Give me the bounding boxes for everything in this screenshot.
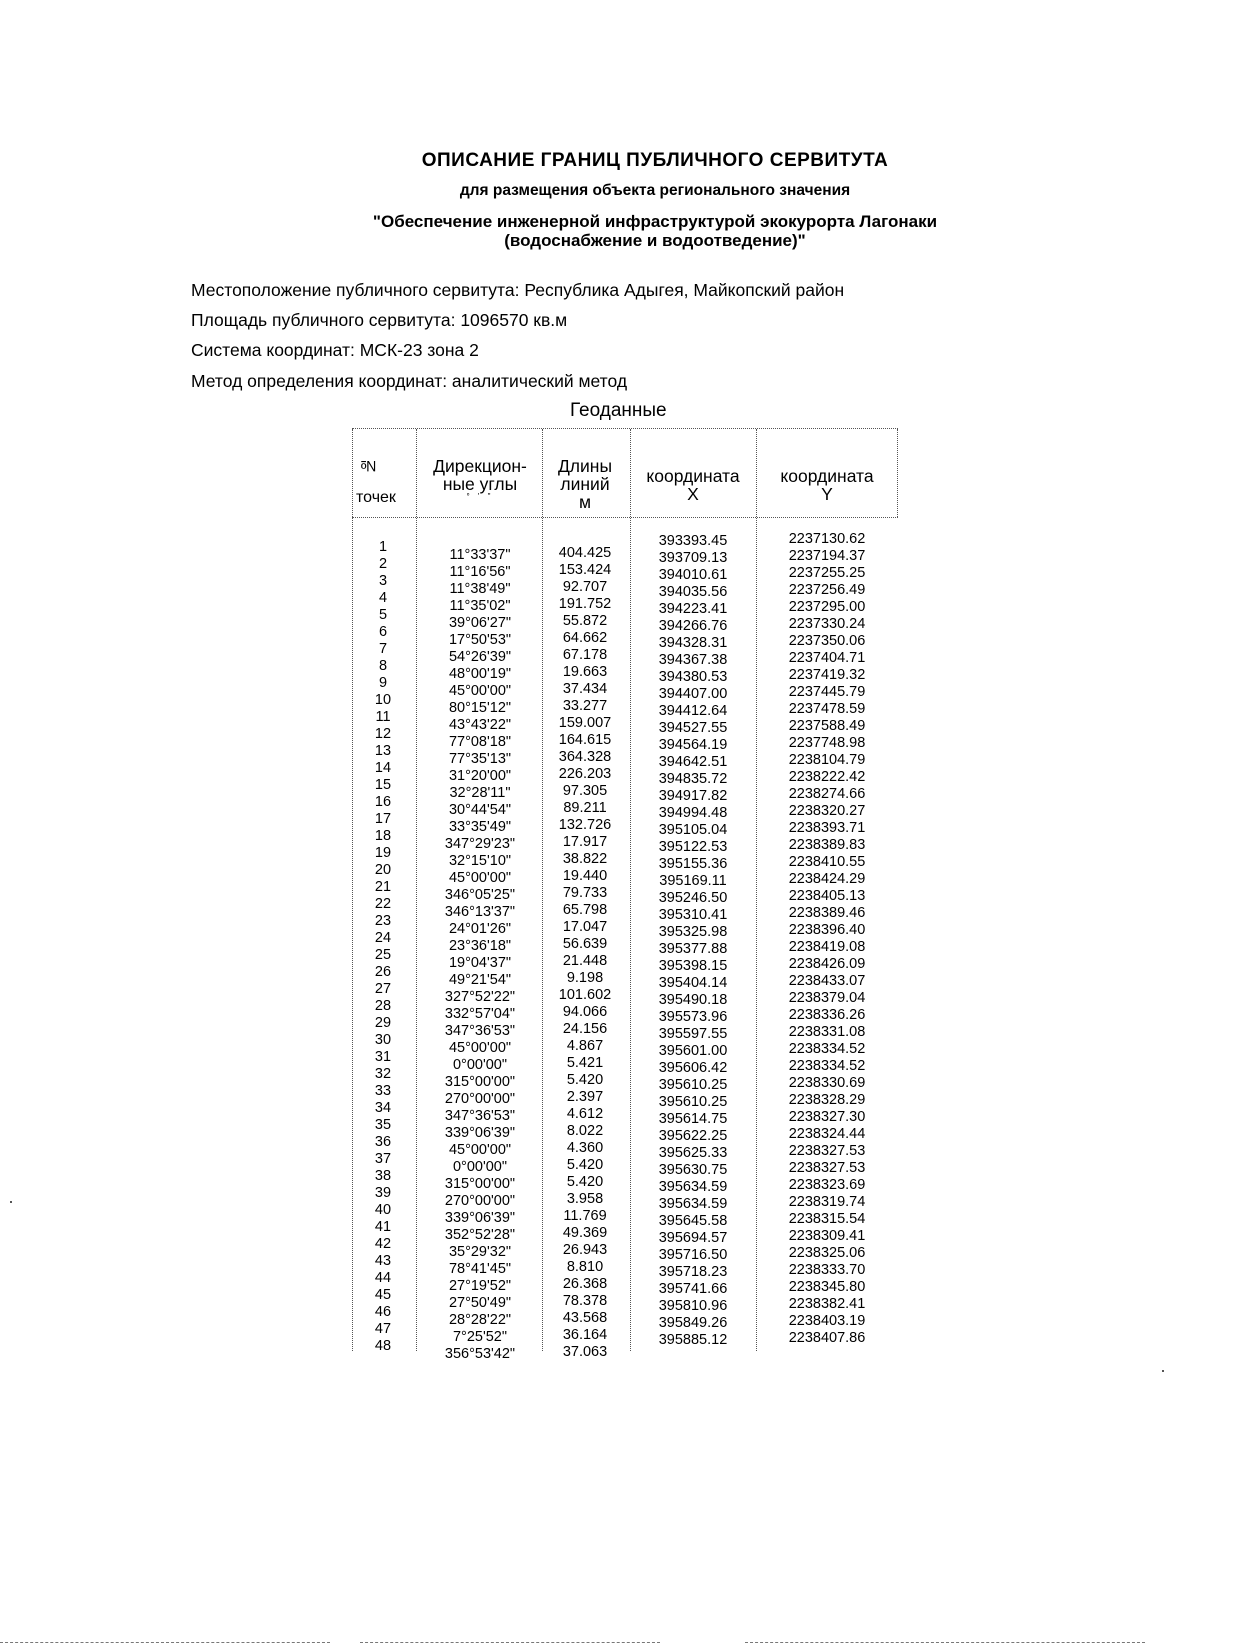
direction-angle: 315°00'00" [444, 1176, 516, 1192]
line-length: 17.047 [562, 919, 608, 935]
line-length: 17.917 [562, 834, 608, 850]
coordinate-x: 395325.98 [658, 924, 728, 940]
direction-angle: 33°35'49" [448, 819, 512, 835]
point-number: 1 [378, 539, 388, 555]
point-number: 38 [374, 1168, 392, 1184]
coordinate-y: 2238320.27 [788, 803, 866, 819]
direction-angle: 346°05'25" [444, 887, 516, 903]
point-number: 5 [378, 607, 388, 623]
point-number: 9 [378, 675, 388, 691]
coordinate-y: 2238315.54 [788, 1211, 866, 1227]
coordinate-y: 2238419.08 [788, 939, 866, 955]
direction-angle: 35°29'32" [448, 1244, 512, 1260]
point-number: 14 [374, 760, 392, 776]
line-length: 8.810 [566, 1259, 604, 1275]
point-number: 30 [374, 1032, 392, 1048]
coordinate-x: 395606.42 [658, 1060, 728, 1076]
coordinate-y: 2238379.04 [788, 990, 866, 1006]
area-line: Площадь публичного сервитута: 1096570 кв.м [191, 310, 568, 330]
coordinate-y: 2238274.66 [788, 786, 866, 802]
coordinate-y: 2238389.83 [788, 837, 866, 853]
coordinate-y: 2238433.07 [788, 973, 866, 989]
coordinate-x: 393393.45 [658, 533, 728, 549]
coordinate-x: 395716.50 [658, 1247, 728, 1263]
table-header [352, 429, 898, 518]
coordinate-y: 2237255.25 [788, 565, 866, 581]
coordinate-y: 2238334.52 [788, 1041, 866, 1057]
coordinate-x: 395645.58 [658, 1213, 728, 1229]
header-length-line2: линий [560, 474, 610, 494]
direction-angle: 77°35'13" [448, 751, 512, 767]
coordinate-x: 395246.50 [658, 890, 728, 906]
footer-rule-2 [360, 1642, 660, 1643]
line-length: 9.198 [566, 970, 604, 986]
object-name-line1: "Обеспечение инженерной инфраструктурой экокурорта Лагонаки [372, 212, 938, 231]
point-number: 33 [374, 1083, 392, 1099]
direction-angle: 28°28'22" [448, 1312, 512, 1328]
coordinate-x: 395404.14 [658, 975, 728, 991]
coordinate-x: 395849.26 [658, 1315, 728, 1331]
object-name [55, 212, 1255, 250]
coordinate-x: 395634.59 [658, 1179, 728, 1195]
coordinate-x: 395377.88 [658, 941, 728, 957]
line-length: 101.602 [558, 987, 612, 1003]
point-number: 2 [378, 556, 388, 572]
direction-angle: 45°00'00" [448, 683, 512, 699]
coordinate-y: 2238309.41 [788, 1228, 866, 1244]
direction-angle: 32°28'11" [449, 785, 511, 801]
line-length: 43.568 [562, 1310, 608, 1326]
direction-angle: 11°38'49" [449, 581, 511, 597]
coordinate-x: 393709.13 [658, 550, 728, 566]
point-number: 28 [374, 998, 392, 1014]
coordinate-x: 394642.51 [658, 754, 728, 770]
point-number: 11 [375, 709, 391, 725]
point-number: 36 [374, 1134, 392, 1150]
direction-angle: 32°15'10" [448, 853, 512, 869]
direction-angle: 24°01'26" [448, 921, 512, 937]
line-length: 4.360 [566, 1140, 604, 1156]
direction-angle: 356°53'42" [444, 1346, 516, 1362]
point-number: 24 [374, 930, 392, 946]
direction-angle: 78°41'45" [448, 1261, 512, 1277]
footer-rule-1 [0, 1642, 330, 1643]
point-number: 29 [374, 1015, 392, 1031]
coordinate-y: 2238334.52 [788, 1058, 866, 1074]
coordinate-x: 395597.55 [658, 1026, 728, 1042]
coordinate-y: 2237130.62 [788, 531, 866, 547]
coordinate-x: 395573.96 [658, 1009, 728, 1025]
line-length: 33.277 [562, 698, 608, 714]
point-number: 12 [374, 726, 392, 742]
coordinate-y: 2237748.98 [788, 735, 866, 751]
coordinate-x: 394266.76 [658, 618, 728, 634]
line-length: 24.156 [562, 1021, 608, 1037]
coordinate-y: 2237350.06 [788, 633, 866, 649]
point-number: 44 [374, 1270, 392, 1286]
point-number: 4 [378, 590, 388, 606]
line-length: 5.420 [566, 1157, 604, 1173]
direction-angle: 48°00'19" [448, 666, 512, 682]
coordinate-x: 394367.38 [658, 652, 728, 668]
direction-angle: 347°29'23" [444, 836, 516, 852]
line-length: 36.164 [562, 1327, 608, 1343]
document-title: ОПИСАНИЕ ГРАНИЦ ПУБЛИЧНОГО СЕРВИТУТА [421, 150, 889, 171]
scan-speck [1162, 1370, 1164, 1372]
coordinate-y: 2237330.24 [788, 616, 866, 632]
direction-angle: 270°00'00" [444, 1091, 516, 1107]
point-number: 32 [374, 1066, 392, 1082]
coordinate-y: 2238323.69 [788, 1177, 866, 1193]
line-length: 159.007 [558, 715, 612, 731]
point-number: 10 [374, 692, 392, 708]
method-line: Метод определения координат: аналитический метод [191, 371, 628, 391]
coordinate-x: 395601.00 [658, 1043, 728, 1059]
point-number: 16 [374, 794, 392, 810]
table-border-left [352, 429, 353, 1351]
direction-angle: 11°35'02" [449, 598, 511, 614]
point-number: 6 [378, 624, 388, 640]
direction-angle: 49°21'54" [448, 972, 512, 988]
line-length: 92.707 [562, 579, 608, 595]
point-number: 15 [374, 777, 392, 793]
header-length [540, 457, 630, 511]
line-length: 21.448 [562, 953, 608, 969]
line-length: 37.434 [562, 681, 608, 697]
line-length: 49.369 [562, 1225, 608, 1241]
coordinate-y: 2238403.19 [788, 1313, 866, 1329]
direction-angle: 0°00'00" [452, 1057, 508, 1073]
point-number: 20 [374, 862, 392, 878]
line-length: 78.378 [562, 1293, 608, 1309]
direction-angle: 347°36'53" [444, 1108, 516, 1124]
point-number: 17 [374, 811, 392, 827]
table-divider-3 [630, 429, 631, 1351]
direction-angle: 327°52'22" [444, 989, 516, 1005]
coordinate-x: 395610.25 [658, 1094, 728, 1110]
coordinate-y: 2238410.55 [788, 854, 866, 870]
direction-angle: 347°36'53" [444, 1023, 516, 1039]
line-length: 364.328 [558, 749, 612, 765]
coordinate-x: 394407.00 [658, 686, 728, 702]
footer-rule-3 [745, 1642, 1145, 1643]
header-length-line3: м [578, 492, 592, 512]
coordinate-x: 394835.72 [658, 771, 728, 787]
line-length: 5.420 [566, 1174, 604, 1190]
coordinate-y: 2237194.37 [788, 548, 866, 564]
line-length: 5.420 [566, 1072, 604, 1088]
coordinate-y: 2238393.71 [788, 820, 866, 836]
direction-angle: 77°08'18" [448, 734, 512, 750]
line-length: 2.397 [566, 1089, 604, 1105]
header-direction-line2: ные углы [442, 474, 518, 494]
coordinate-y: 2238324.44 [788, 1126, 866, 1142]
point-number: 48 [374, 1338, 392, 1354]
header-x-line2: X [687, 484, 699, 504]
coordinate-y: 2238319.74 [788, 1194, 866, 1210]
coordinate-x: 395694.57 [658, 1230, 728, 1246]
header-length-line1: Длины [557, 456, 613, 476]
point-number: 13 [374, 743, 392, 759]
coordinate-y: 2238396.40 [788, 922, 866, 938]
scan-speck [10, 1201, 12, 1203]
line-length: 226.203 [558, 766, 612, 782]
direction-angle: 11°16'56" [449, 564, 511, 580]
document-subtitle: для размещения объекта регионального значения [459, 182, 851, 199]
direction-angle: 45°00'00" [448, 1142, 512, 1158]
direction-angle: 17°50'53" [448, 632, 512, 648]
line-length: 56.639 [562, 936, 608, 952]
direction-angle: 270°00'00" [444, 1193, 516, 1209]
point-number: 37 [374, 1151, 392, 1167]
coordinate-x: 395885.12 [658, 1332, 728, 1348]
direction-angle: 0°00'00" [452, 1159, 508, 1175]
point-number: 40 [374, 1202, 392, 1218]
point-number: 46 [374, 1304, 392, 1320]
direction-angle: 339°06'39" [444, 1125, 516, 1141]
direction-angle: 11°33'37" [449, 547, 511, 563]
table-border-right [897, 429, 898, 517]
line-length: 404.425 [558, 545, 612, 561]
line-length: 11.769 [563, 1208, 607, 1224]
coordinate-y: 2238327.53 [788, 1143, 866, 1159]
coordinate-x: 395741.66 [658, 1281, 728, 1297]
coordinate-x: 394412.64 [658, 703, 728, 719]
line-length: 164.615 [558, 732, 612, 748]
point-number: 43 [374, 1253, 392, 1269]
header-direction-line1: Дирекцион- [433, 456, 527, 476]
coordinate-x: 394527.55 [658, 720, 728, 736]
header-y-line1: координата [780, 466, 874, 486]
line-length: 191.752 [558, 596, 612, 612]
point-number: 7 [378, 641, 388, 657]
point-number: 3 [378, 573, 388, 589]
point-number: 47 [374, 1321, 392, 1337]
column-y [756, 531, 898, 1347]
header-no-sign: № [360, 457, 377, 474]
coordinate-y: 2237256.49 [788, 582, 866, 598]
coordinate-x: 395622.25 [658, 1128, 728, 1144]
coordinate-y: 2237404.71 [788, 650, 866, 666]
line-length: 79.733 [562, 885, 608, 901]
geodata-table [352, 428, 898, 1362]
coordinate-y: 2238325.06 [788, 1245, 866, 1261]
header-y-line2: Y [821, 484, 833, 504]
line-length: 94.066 [562, 1004, 608, 1020]
coordinate-x: 395718.23 [658, 1264, 728, 1280]
direction-angle: 80°15'12" [448, 700, 512, 716]
line-length: 55.872 [562, 613, 608, 629]
direction-angle: 54°26'39" [448, 649, 512, 665]
line-length: 19.440 [562, 868, 608, 884]
line-length: 67.178 [562, 647, 608, 663]
direction-angle: 332°57'04" [444, 1006, 516, 1022]
header-direction-units: ° ' " [466, 492, 494, 501]
coordinate-x: 395169.11 [659, 873, 727, 889]
coordinate-x: 395310.41 [658, 907, 728, 923]
direction-angle: 27°50'49" [448, 1295, 512, 1311]
point-number: 22 [374, 896, 392, 912]
coordinate-x: 394010.61 [658, 567, 728, 583]
point-number: 8 [378, 658, 388, 674]
column-x [630, 533, 756, 1349]
direction-angle: 352°52'28" [444, 1227, 516, 1243]
direction-angle: 31°20'00" [448, 768, 512, 784]
line-length: 97.305 [562, 783, 608, 799]
coordinate-x: 395155.36 [658, 856, 728, 872]
table-divider-4 [756, 429, 757, 1351]
location-line: Местоположение публичного сервитута: Республика Адыгея, Майкопский район [191, 280, 845, 300]
coordinate-y: 2237295.00 [788, 599, 866, 615]
coord-system-line: Система координат: МСК-23 зона 2 [191, 340, 479, 360]
coordinate-y: 2238382.41 [788, 1296, 866, 1312]
line-length: 3.958 [566, 1191, 604, 1207]
coordinate-y: 2238327.30 [788, 1109, 866, 1125]
column-lengths [540, 545, 630, 1361]
point-number: 42 [374, 1236, 392, 1252]
coordinate-y: 2238389.46 [788, 905, 866, 921]
line-length: 4.867 [566, 1038, 604, 1054]
direction-angle: 27°19'52" [448, 1278, 512, 1294]
table-caption: Геоданные [570, 400, 667, 421]
coordinate-y: 2237588.49 [788, 718, 866, 734]
coordinate-x: 394994.48 [658, 805, 728, 821]
point-number: 39 [374, 1185, 392, 1201]
line-length: 26.943 [562, 1242, 608, 1258]
coordinate-x: 395614.75 [658, 1111, 728, 1127]
point-number: 18 [374, 828, 392, 844]
coordinate-x: 394917.82 [658, 788, 728, 804]
coordinate-y: 2237445.79 [788, 684, 866, 700]
table-divider-2 [542, 429, 543, 1351]
point-number: 41 [374, 1219, 392, 1235]
point-number: 35 [374, 1117, 392, 1133]
coordinate-x: 395490.18 [658, 992, 728, 1008]
coordinate-y: 2238407.86 [788, 1330, 866, 1346]
coordinate-x: 395398.15 [658, 958, 728, 974]
coordinate-y: 2237478.59 [788, 701, 866, 717]
direction-angle: 339°06'39" [444, 1210, 516, 1226]
coordinate-y: 2238424.29 [788, 871, 866, 887]
table-body-clip [352, 429, 898, 1362]
point-number: 23 [374, 913, 392, 929]
header-direction [418, 457, 542, 501]
coordinate-x: 395810.96 [658, 1298, 728, 1314]
coordinate-x: 394328.31 [658, 635, 728, 651]
line-length: 153.424 [558, 562, 612, 578]
coordinate-x: 394035.56 [658, 584, 728, 600]
coordinate-y: 2238328.29 [788, 1092, 866, 1108]
coordinate-y: 2238331.08 [788, 1024, 866, 1040]
direction-angle: 23°36'18" [448, 938, 512, 954]
coordinate-x: 395610.25 [658, 1077, 728, 1093]
line-length: 4.612 [566, 1106, 604, 1122]
direction-angle: 19°04'37" [448, 955, 512, 971]
line-length: 8.022 [566, 1123, 604, 1139]
line-length: 19.663 [562, 664, 608, 680]
coordinate-x: 395105.04 [658, 822, 728, 838]
column-directions [418, 547, 542, 1363]
line-length: 89.211 [563, 800, 607, 816]
coordinate-x: 394564.19 [658, 737, 728, 753]
coordinate-y: 2238222.42 [788, 769, 866, 785]
point-number: 31 [374, 1049, 392, 1065]
coordinate-y: 2238327.53 [788, 1160, 866, 1176]
coordinate-y: 2238426.09 [788, 956, 866, 972]
line-length: 38.822 [562, 851, 608, 867]
column-point-numbers [352, 539, 414, 1355]
coordinate-x: 395634.59 [658, 1196, 728, 1212]
coordinate-x: 395122.53 [658, 839, 728, 855]
direction-angle: 43°43'22" [448, 717, 512, 733]
point-number: 27 [374, 981, 392, 997]
coordinate-y: 2238336.26 [788, 1007, 866, 1023]
coordinate-x: 394223.41 [658, 601, 728, 617]
direction-angle: 7°25'52" [452, 1329, 508, 1345]
coordinate-y: 2238330.69 [788, 1075, 866, 1091]
point-number: 25 [374, 947, 392, 963]
direction-angle: 315°00'00" [444, 1074, 516, 1090]
coordinate-x: 395630.75 [658, 1162, 728, 1178]
direction-angle: 30°44'54" [448, 802, 512, 818]
line-length: 37.063 [562, 1344, 608, 1360]
coordinate-y: 2238333.70 [788, 1262, 866, 1278]
coordinate-y: 2238405.13 [788, 888, 866, 904]
point-number: 21 [374, 879, 392, 895]
point-number: 26 [374, 964, 392, 980]
direction-angle: 346°13'37" [444, 904, 516, 920]
line-length: 65.798 [562, 902, 608, 918]
coordinate-x: 395625.33 [658, 1145, 728, 1161]
header-x [630, 467, 756, 503]
coordinate-y: 2238345.80 [788, 1279, 866, 1295]
line-length: 132.726 [558, 817, 612, 833]
table-divider-1 [416, 429, 417, 1351]
coordinate-y: 2238104.79 [788, 752, 866, 768]
header-no-label: точек [356, 489, 396, 506]
direction-angle: 39°06'27" [448, 615, 512, 631]
direction-angle: 45°00'00" [448, 1040, 512, 1056]
object-name-line2: (водоснабжение и водоотведение)" [504, 231, 806, 250]
direction-angle: 45°00'00" [448, 870, 512, 886]
coordinate-y: 2237419.32 [788, 667, 866, 683]
header-x-line1: координата [646, 466, 740, 486]
line-length: 26.368 [562, 1276, 608, 1292]
coordinate-x: 394380.53 [658, 669, 728, 685]
header-y [756, 467, 898, 503]
point-number: 34 [374, 1100, 392, 1116]
line-length: 64.662 [562, 630, 608, 646]
line-length: 5.421 [566, 1055, 604, 1071]
point-number: 45 [374, 1287, 392, 1303]
point-number: 19 [374, 845, 392, 861]
